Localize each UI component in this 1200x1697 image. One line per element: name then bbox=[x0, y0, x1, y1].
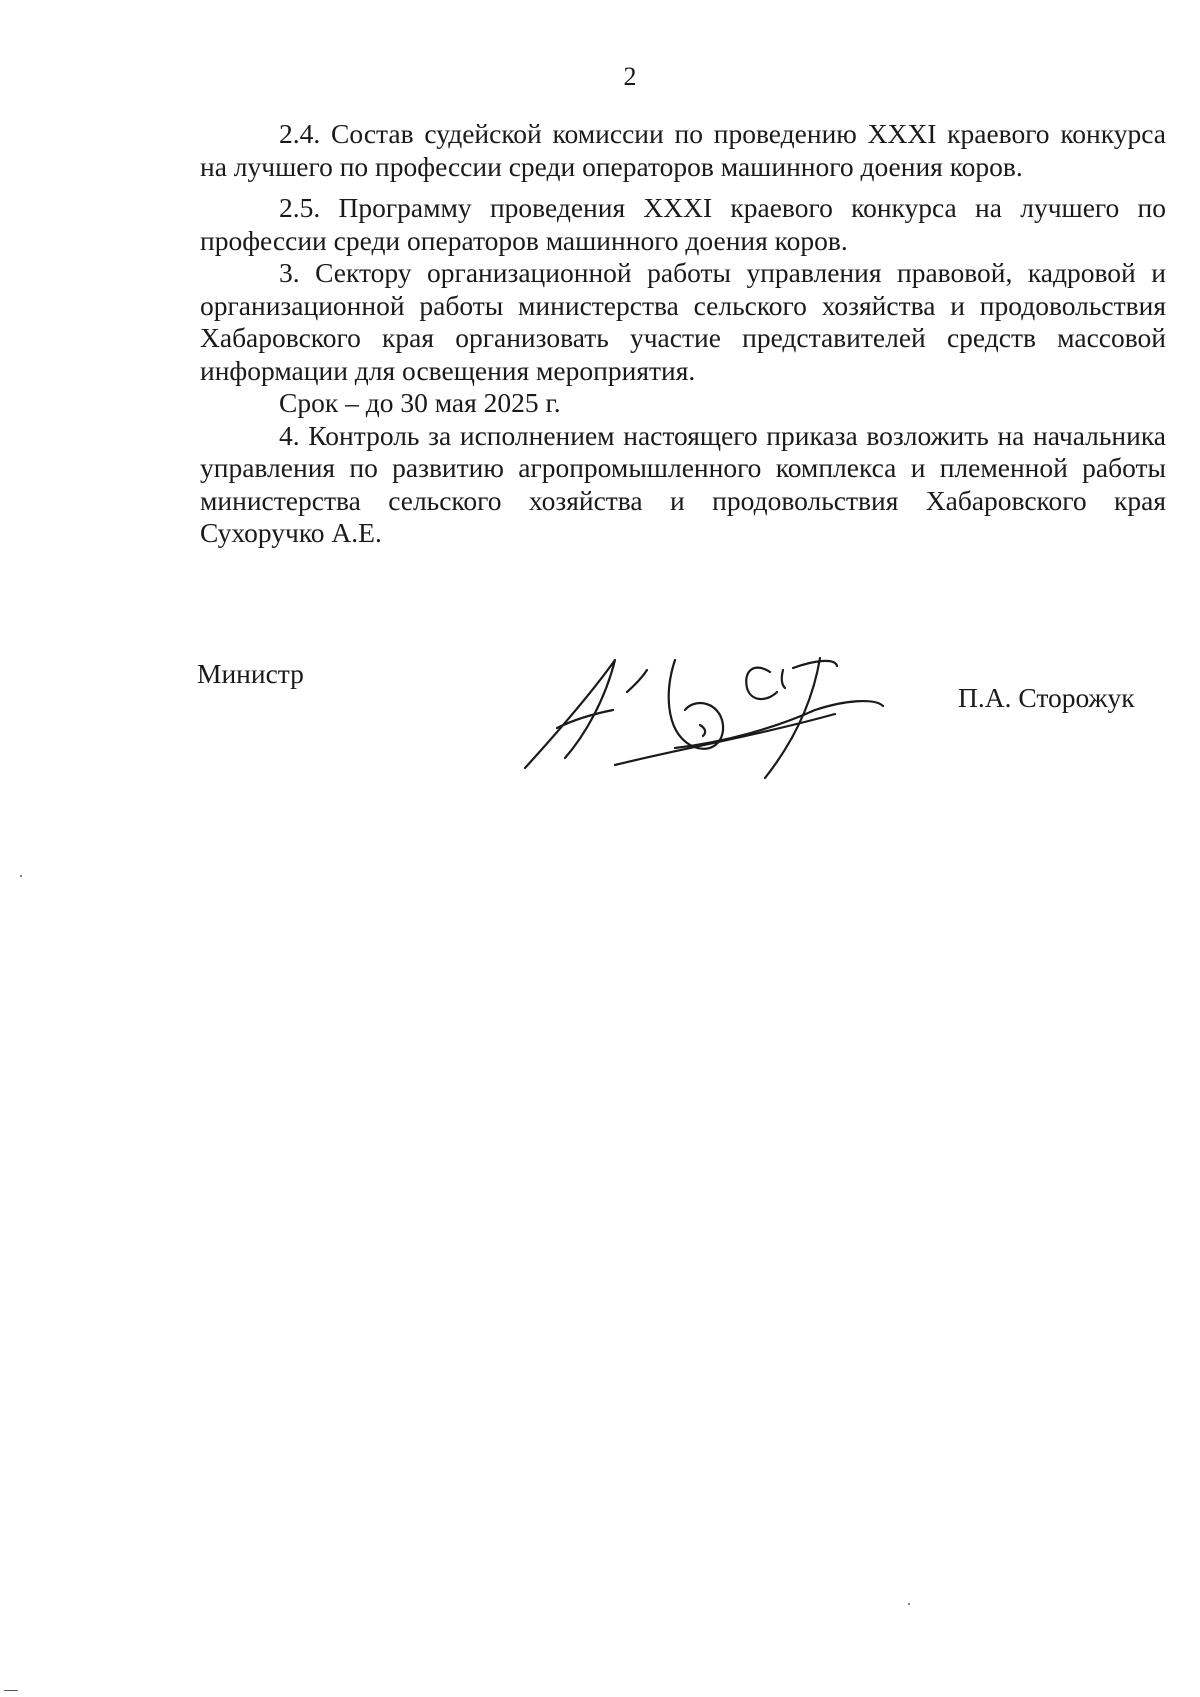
signer-title: Министр bbox=[197, 658, 304, 689]
scan-speck bbox=[4, 1690, 18, 1691]
signer-name: П.А. Сторожук bbox=[958, 682, 1135, 713]
scan-speck bbox=[20, 875, 22, 877]
paragraph-2-5: 2.5. Программу проведения XXXI краевого конкурса на лучшего по профессии среди операторов машинного доения коров. bbox=[200, 192, 1166, 256]
deadline-line: Срок – до 30 мая 2025 г. bbox=[279, 387, 561, 418]
paragraph-2-4: 2.4. Состав судейской комиссии по проведению XXXI краевого конкурса на лучшего по профессии среди операторов машинного доения коров. bbox=[200, 118, 1166, 182]
page-number: 2 bbox=[623, 62, 637, 91]
handwritten-signature bbox=[515, 640, 895, 780]
paragraph-3: 3. Сектору организационной работы управления правовой, кадровой и организационной работы министерства сельского хозяйства и продовольствия Хабаровского края организовать участие представителей средств массовой информации для освещения мероприятия. bbox=[200, 257, 1166, 386]
signature-block bbox=[0, 640, 1200, 780]
scan-speck bbox=[908, 1603, 910, 1605]
paragraph-4: 4. Контроль за исполнением настоящего приказа возложить на начальника управления по развитию агропромышленного комплекса и племенной работы министерства сельского хозяйства и продовольствия Хабаровского края Сухоручко А.Е. bbox=[200, 419, 1166, 548]
document-body bbox=[200, 118, 1166, 559]
